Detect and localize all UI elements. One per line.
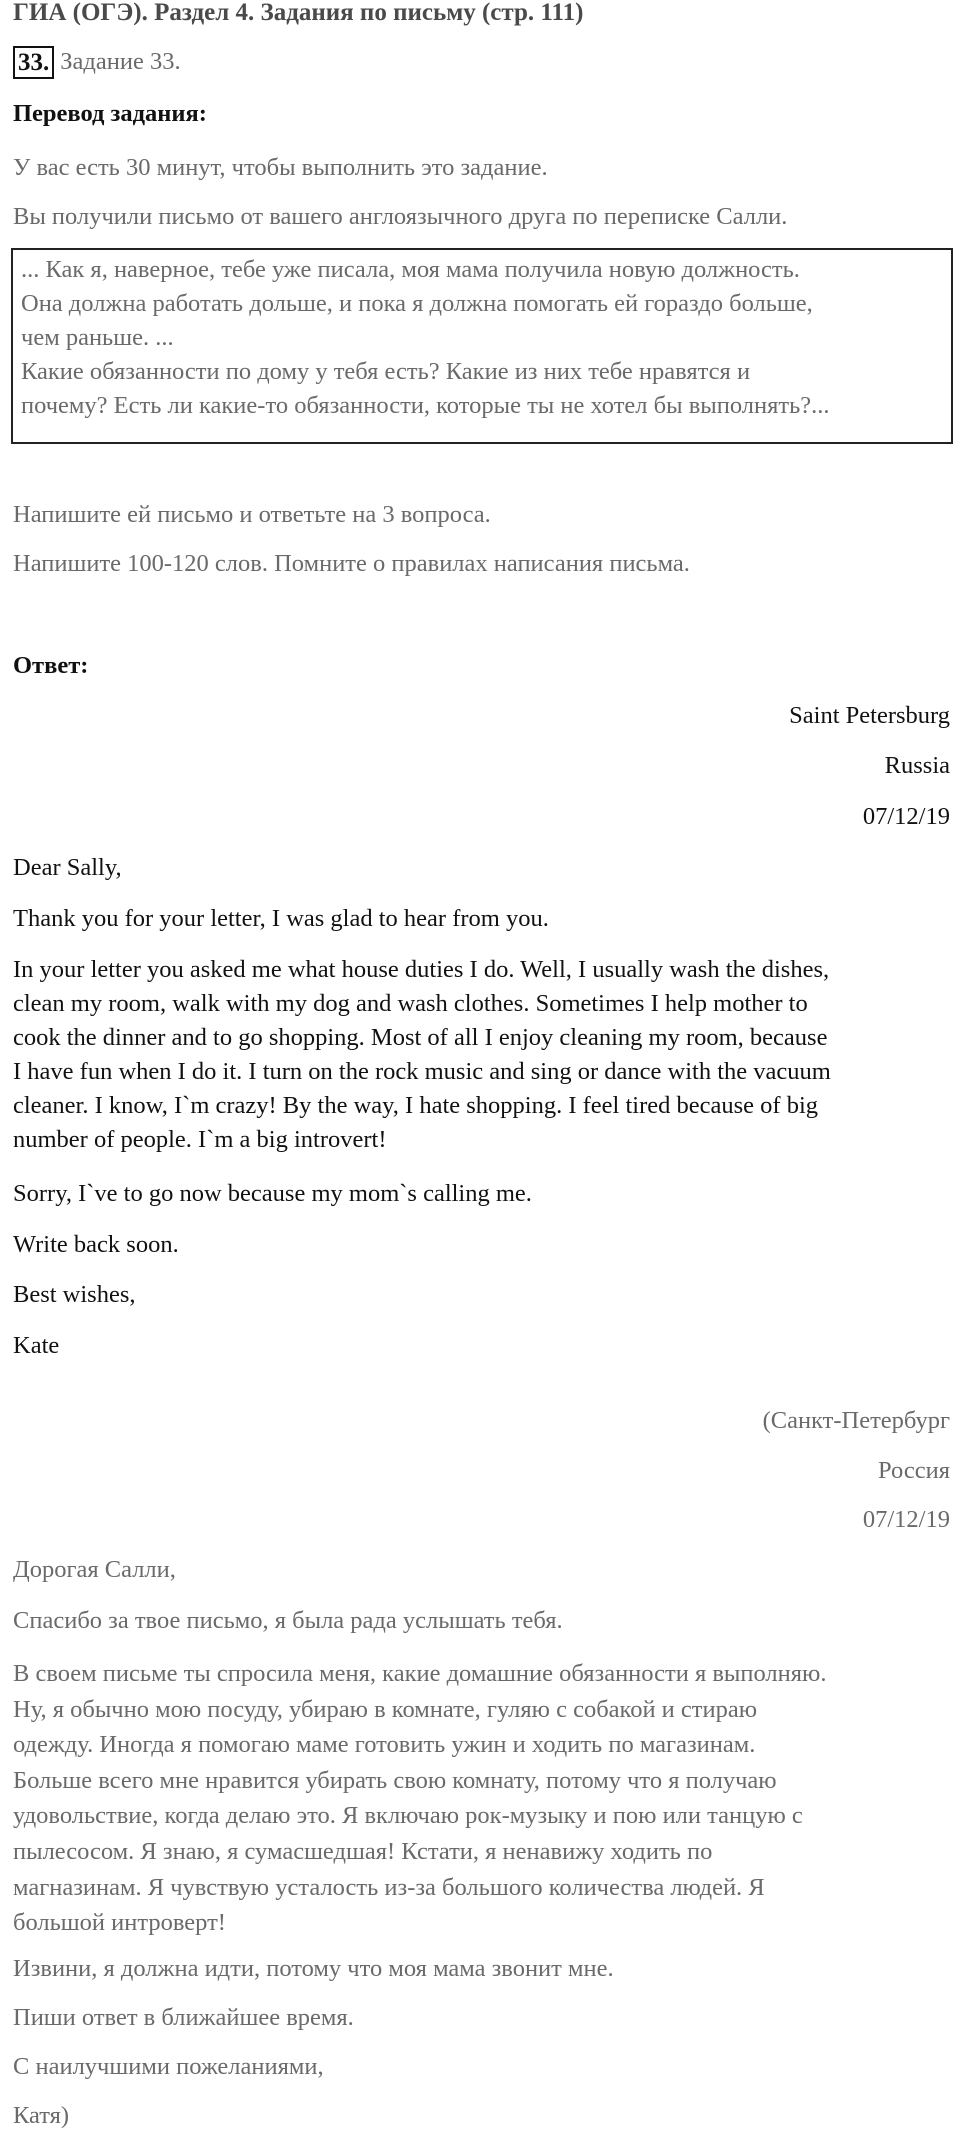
answer-body-line: cleaner. I know, I`m crazy! By the way, I hate shopping. I feel tired because of big	[13, 1092, 819, 1119]
answer-thanks: Thank you for your letter, I was glad to hear from you.	[13, 905, 549, 932]
quote-line: почему? Есть ли какие-то обязанности, которые ты не хотел бы выполнять?...	[21, 392, 830, 419]
answer-body-line: I have fun when I do it. I turn on the rock music and sing or dance with the vacuum	[13, 1058, 831, 1085]
translation-body-line: большой интроверт!	[13, 1909, 226, 1937]
answer-signature: Kate	[13, 1332, 60, 1359]
letter-intro: Вы получили письмо от вашего англоязычного друга по переписке Салли.	[13, 203, 788, 230]
answer-date: 07/12/19	[862, 803, 950, 830]
translation-greeting: Дорогая Салли,	[13, 1556, 176, 1583]
translation-body	[13, 1656, 958, 1941]
translation-body-line: удовольствие, когда делаю это. Я включаю рок-музыку и пою или танцую с	[13, 1802, 803, 1830]
answer-sorry: Sorry, I`ve to go now because my mom`s calling me.	[13, 1180, 532, 1207]
answer-body	[13, 953, 958, 1157]
answer-address-country: Russia	[884, 752, 950, 779]
answer-greeting: Dear Sally,	[13, 854, 122, 881]
task-number-badge: 33.	[13, 46, 54, 79]
translation-thanks: Спасибо за твое письмо, я была рада услышать тебя.	[13, 1607, 563, 1634]
translation-body-line: Больше всего мне нравится убирать свою комнату, потому что я получаю	[13, 1766, 777, 1794]
answer-address-city: Saint Petersburg	[789, 702, 950, 729]
translation-heading: Перевод задания:	[13, 100, 207, 127]
translation-sorry: Извини, я должна идти, потому что моя мама звонит мне.	[13, 1955, 614, 1982]
answer-write-back: Write back soon.	[13, 1231, 179, 1258]
page-header: ГИА (ОГЭ). Раздел 4. Задания по письму (стр. 111)	[13, 0, 584, 26]
translation-body-line: пылесосом. Я знаю, я сумасшедшая! Кстати, я ненавижу ходить по	[13, 1837, 713, 1865]
answer-body-line: In your letter you asked me what house duties I do. Well, I usually wash the dishes,	[13, 956, 830, 983]
translation-address-city: (Санкт-Петербург	[762, 1407, 950, 1434]
translation-body-line: магназинам. Я чувствую усталость из-за большого количества людей. Я	[13, 1873, 765, 1901]
translation-body-line: В своем письме ты спросила меня, какие домашние обязанности я выполняю.	[13, 1660, 827, 1687]
answer-heading: Ответ:	[13, 652, 89, 679]
instruction-questions: Напишите ей письмо и ответьте на 3 вопроса.	[13, 501, 491, 528]
translation-write-back: Пиши ответ в ближайшее время.	[13, 2004, 354, 2031]
quote-line: ... Как я, наверное, тебе уже писала, моя мама получила новую должность.	[21, 256, 800, 283]
quoted-letter-box	[11, 248, 953, 444]
translation-date: 07/12/19	[862, 1506, 950, 1533]
translation-body-line: Ну, я обычно мою посуду, убираю в комнате, гуляю с собакой и стираю	[13, 1695, 758, 1723]
quote-line: Какие обязанности по дому у тебя есть? Какие из них тебе нравятся и	[21, 358, 751, 385]
quote-line: чем раньше. ...	[21, 324, 174, 351]
answer-body-line: cook the dinner and to go shopping. Most of all I enjoy cleaning my room, because	[13, 1024, 828, 1051]
answer-body-line: clean my room, walk with my dog and wash clothes. Sometimes I help mother to	[13, 990, 808, 1017]
translation-closing: С наилучшими пожеланиями,	[13, 2053, 324, 2080]
instruction-word-count: Напишите 100-120 слов. Помните о правилах написания письма.	[13, 550, 690, 577]
task-line	[13, 45, 181, 79]
task-label: Задание 33.	[60, 48, 181, 75]
quote-line: Она должна работать дольше, и пока я должна помогать ей гораздо больше,	[21, 290, 813, 317]
answer-closing: Best wishes,	[13, 1281, 136, 1308]
time-note: У вас есть 30 минут, чтобы выполнить это задание.	[13, 154, 548, 181]
answer-body-line: number of people. I`m a big introvert!	[13, 1126, 387, 1153]
translation-address-country: Россия	[877, 1457, 950, 1484]
translation-body-line: одежду. Иногда я помогаю маме готовить ужин и ходить по магазинам.	[13, 1731, 756, 1759]
translation-signature: Катя)	[13, 2102, 70, 2129]
